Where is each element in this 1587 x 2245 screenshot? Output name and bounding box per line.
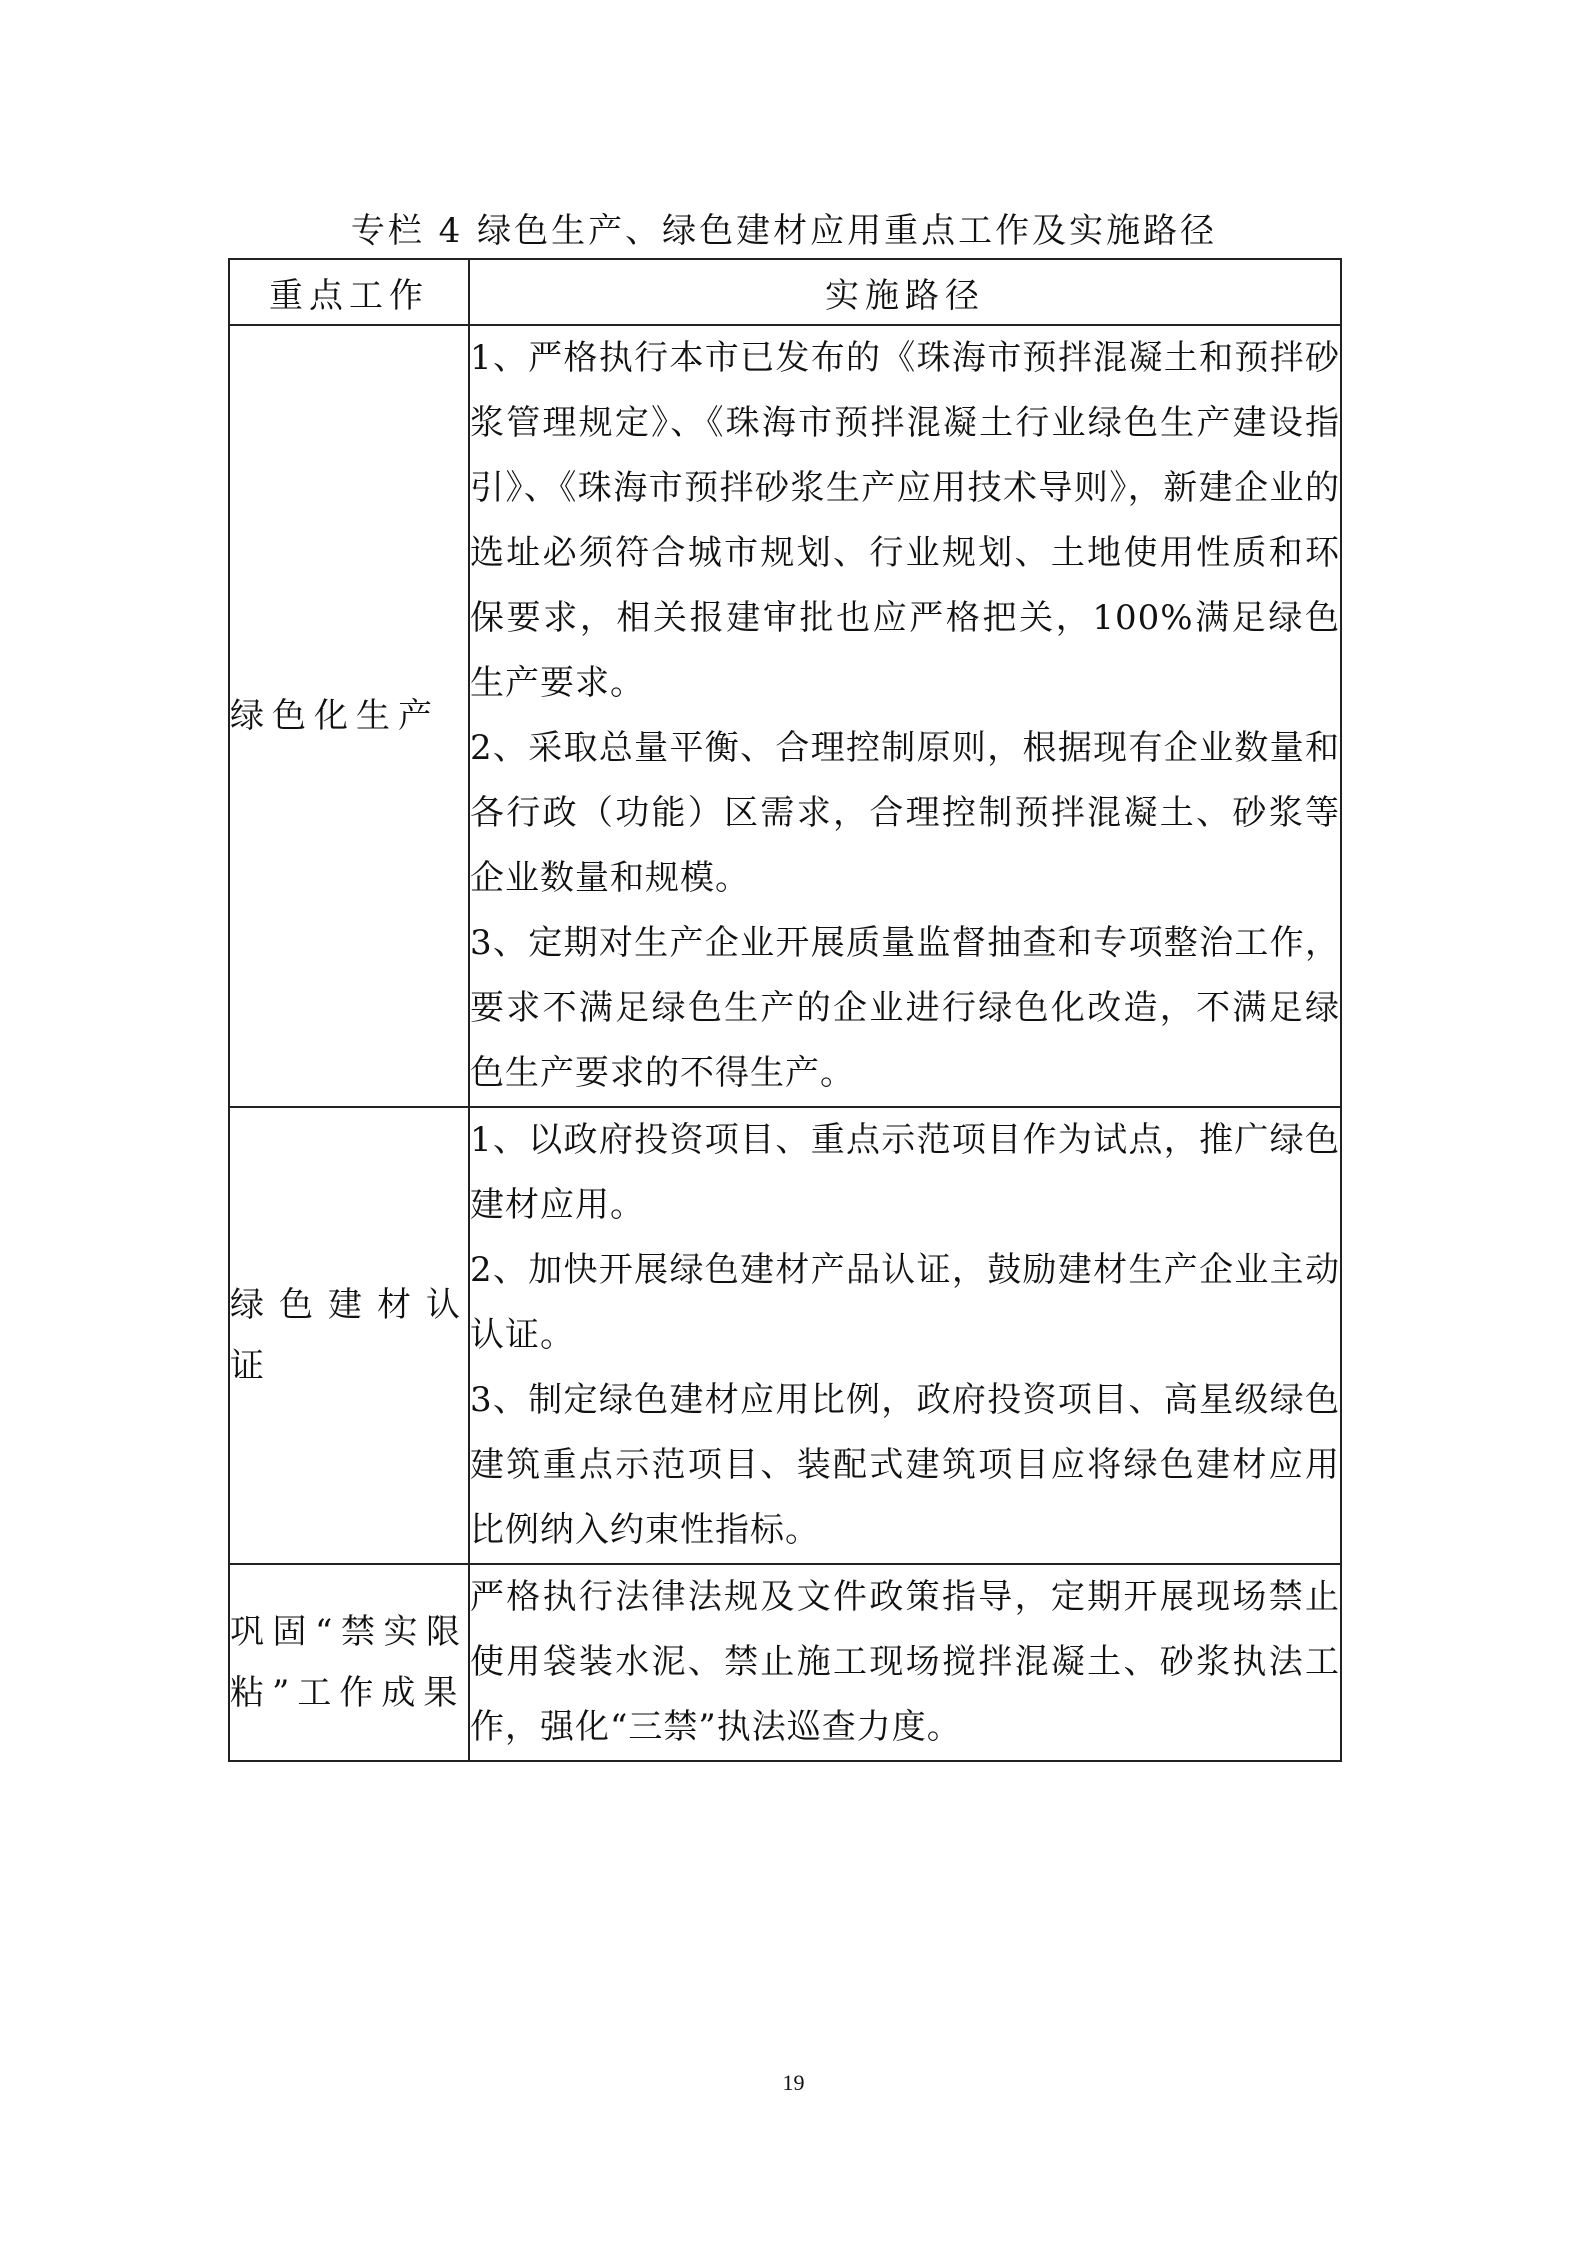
paragraph: 1、严格执行本市已发布的《珠海市预拌混凝土和预拌砂浆管理规定》、《珠海市预拌混凝土行业绿色生产建设指引》、《珠海市预拌砂浆生产应用技术导则》，新建企业的选址必须符合城市规划、行业规划、土地使用性质和环保要求，相关报建审批也应严格把关，100%满足绿色生产要求。 <box>470 338 1340 703</box>
table-row <box>229 1564 1341 1761</box>
paragraph: 3、定期对生产企业开展质量监督抽查和专项整治工作，要求不满足绿色生产的企业进行绿色化改造，不满足绿色生产要求的不得生产。 <box>470 923 1340 1093</box>
table-row <box>229 325 1341 1107</box>
header-implementation-path: 实施路径 <box>469 259 1341 325</box>
paragraph: 3、制定绿色建材应用比例，政府投资项目、高星级绿色建筑重点示范项目、装配式建筑项目应将绿色建材应用比例纳入约束性指标。 <box>470 1380 1340 1550</box>
row-body <box>469 1107 1341 1564</box>
table-header-row <box>229 259 1341 325</box>
key-work-table <box>228 258 1342 1762</box>
page-number: 19 <box>782 2070 805 2095</box>
row-key-green-material-certification: 绿色建材认证 <box>229 1107 469 1564</box>
row-body <box>469 325 1341 1107</box>
paragraph: 2、加快开展绿色建材产品认证，鼓励建材生产企业主动认证。 <box>470 1250 1340 1355</box>
row-key-green-production: 绿色化生产 <box>229 325 469 1107</box>
paragraph: 2、采取总量平衡、合理控制原则，根据现有企业数量和各行政（功能）区需求，合理控制预拌混凝土、砂浆等企业数量和规模。 <box>470 728 1340 898</box>
paragraph: 1、以政府投资项目、重点示范项目作为试点，推广绿色建材应用。 <box>470 1120 1340 1225</box>
row-body <box>469 1564 1341 1761</box>
table-caption: 专栏 4 绿色生产、绿色建材应用重点工作及实施路径 <box>350 211 1218 251</box>
row-key-consolidate-results: 巩固“禁实限粘”工作成果 <box>229 1564 469 1761</box>
header-key-work: 重点工作 <box>229 259 469 325</box>
table-row <box>229 1107 1341 1564</box>
paragraph: 严格执行法律法规及文件政策指导，定期开展现场禁止使用袋装水泥、禁止施工现场搅拌混凝土、砂浆执法工作，强化“三禁”执法巡查力度。 <box>470 1577 1340 1747</box>
